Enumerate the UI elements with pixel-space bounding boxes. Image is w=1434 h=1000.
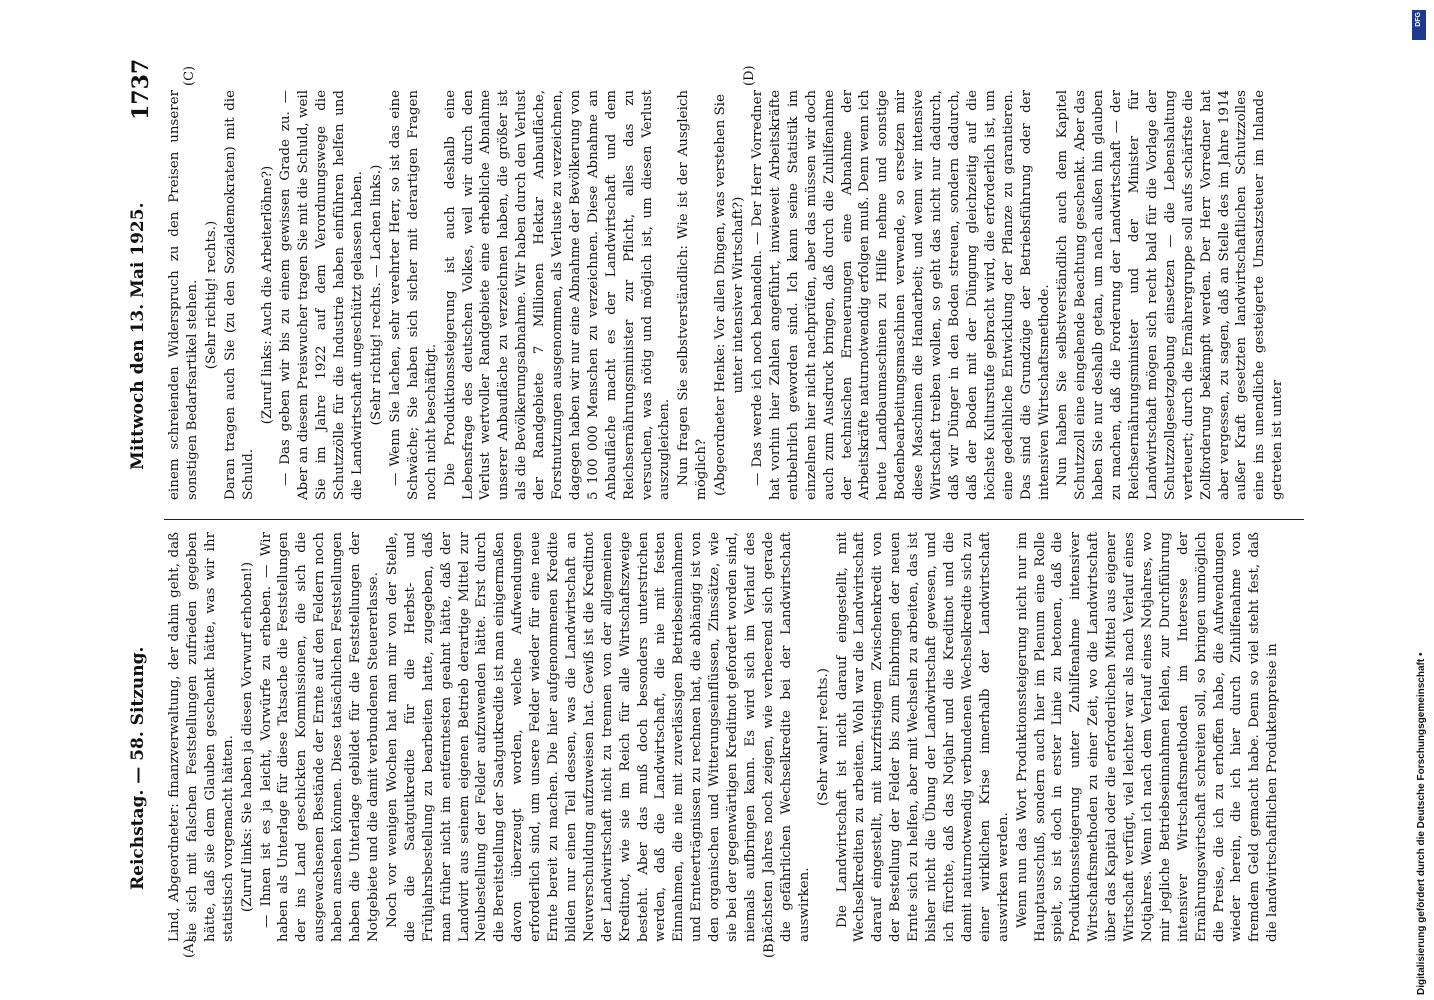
dfg-logo <box>1412 10 1426 40</box>
paragraph: Die Landwirtschaft ist nicht darauf eingestellt, mit Wechselkrediten zu arbeiten. Wohl war die Landwirtschaft darauf eingestellt, mit kurzfristigem Zwischenkredit von der Bestellung der Felder bis zum Einbringen der neuen Ernte sich zu helfen, aber mit Wechseln zu arbeiten, das ist bisher nicht die Übung der Landwirtschaft gewesen, und ich fürchte, daß das Notjahr und die Kreditnot und die damit naturnotwendig verbundenen Wechselkredite sich zu einer wirklichen Krise innerhalb der Landwirtschaft auswirken werden. <box>834 532 1011 942</box>
paragraph: — Das werde ich noch behandeln. — Der Herr Vorredner hat vorhin hier Zahlen angeführt, inwieweit Arbeitskräfte entbehrlich geworden sind. Ich kann seine Statistik im einzelnen hier nicht nachprüfen, aber das müssen wir doch auch zum Ausdruck bringen, daß durch die Zuhilfenahme der technischen Erneuerungen eine Abnahme der Arbeitskräfte naturnotwendig erfolgen muß. Denn wenn ich heute Landbaumaschinen zu Hilfe nehme und sonstige Bodenbearbeitungsmaschinen verwende, so ersetzen mir diese Maschinen die Handarbeit; und wenn wir intensive Wirtschaft treiben wollen, so geht das nicht nur dadurch, daß wir Dünger in den Boden streuen, sondern dadurch, daß der Boden mit der Düngung gleichzeitig auf die höchste Kulturstufe gebracht wird, die erforderlich ist, um eine gedeihliche Entwicklung der Pflanze zu garantieren. Das sind die Grundzüge der Betriebsführung oder der intensiven Wirtschaftsmethode. <box>750 90 1052 500</box>
paragraph: Daran tragen auch Sie (zu den Sozialdemokraten) mit die Schuld. <box>222 90 256 500</box>
paragraph: — Ihnen ist es ja leicht, Vorwürfe zu erheben. — Wir haben als Unterlage für diese Tatsache die Feststellungen der ins Land geschickten Kommissionen, die sich die ausgewachsenen Bestände der Ernte auf den Feldern noch haben ansehen können. Diese tatsächlichen Feststellungen haben die Unterlage gebildet für die Feststellungen der Notgebiete und die damit verbundenen Steuererlasse. <box>258 532 381 942</box>
page-number: 1737 <box>128 58 154 120</box>
paragraph: Noch vor wenigen Wochen hat man mir von der Stelle, die die Saatgutkredite für die Herbst- und Frühjahrsbestellung zu bearbeiten hatte, zugegeben, daß man früher nicht im entferntesten geahnt hätte, daß der Landwirt aus seinem eigenen Betrieb derartige Mittel zur Neubestellung der Felder aufzuwenden hätte. Erst durch die Bereitstellung der Saatgutkredite ist man einigermaßen davon überzeugt worden, welche Aufwendungen erforderlich sind, um unsere Felder wieder für eine neue Ernte bereit zu machen. Die hier aufgenommenen Kredite bilden nur einen Teil dessen, was die Landwirtschaft an Neuverschuldung aufzuweisen hat. Gewiß ist die Kreditnot der Landwirtschaft nicht zu trennen von der allgemeinen Kreditnot, wie sie im Reich für alle Wirtschaftszweige besteht. Aber das muß doch besonders unterstrichen werden, daß die Landwirtschaft, die nie mit festen Einnahmen, die nie mit zuverlässigen Betriebseinnahmen und Ernteerträgnissen zu rechnen hat, die abhängig ist von den organischen und Witterungseinflüssen, Zinssätze, wie sie bei der gegenwärtigen Kreditnot gefordert worden sind, niemals aufbringen kann. Es wird sich im Verlauf des nächsten Jahres noch zeigen, wie verheerend sich gerade die gefährlichen Wechselkredite bei der Landwirtschaft auswirken. <box>384 532 812 942</box>
page-header <box>122 60 162 960</box>
margin-marker-a: (A) <box>182 938 197 958</box>
paragraph: Lind, Abgeordneter: finanzverwaltung, der dahin geht, daß sie sich mit falschen Feststellungen zufrieden gegeben hätte, daß sie dem Glauben geschenkt hätte, was wir ihr statistisch vorgemacht hätten. <box>167 532 236 942</box>
paragraph: Die Produktionssteigerung ist auch deshalb eine Lebensfrage des deutschen Volkes, weil wir durch den Verlust wertvoller Randgebiete eine erhebliche Abnahme unserer Anbaufläche zu verzeichnen haben, die größer ist als die Bevölkerungsabnahme. Wir haben durch den Verlust der Randgebiete 7 Millionen Hektar Anbaufläche, Forstnutzungen ausgenommen, als Verluste zu verzeichnen, dagegen haben wir nur eine Abnahme der Bevölkerung von 5 100 000 Menschen zu verzeichnen. Diese Abnahme an Anbaufläche macht es der Landwirtschaft und dem Reichsernährungsminister zur Pflicht, alles das zu versuchen, was nötig und möglich ist, um diesen Verlust auszugleichen. <box>442 90 673 500</box>
interjection: (Sehr richtig! rechts.) <box>203 220 219 370</box>
header-date: Mittwoch den 13. Mai 1925. <box>128 202 148 470</box>
paragraph: Nun fragen Sie selbstverständlich: Wie ist der Ausgleich möglich? <box>676 90 710 500</box>
interjection: (Sehr wahr! rechts.) <box>815 668 831 806</box>
margin-marker-d: (D) <box>742 65 757 86</box>
header-left: Reichstag. — 58. Sitzung. <box>128 646 148 890</box>
margin-marker-b: (B) <box>762 938 777 958</box>
paragraph: einem schreienden Widerspruch zu den Preisen unserer sonstigen Bedarfsartikel stehen. <box>167 90 200 500</box>
paragraph: — Das geben wir bis zu einem gewissen Grade zu. — Aber an diesem Preiswucher tragen Sie mit die Schuld, weil Sie im Jahre 1922 auf dem Verordnungswege die Schutzzölle für die Industrie haben einführen helfen und die Landwirtschaft ungeschützt gelassen haben. <box>278 90 366 500</box>
text-column-right <box>166 90 1306 500</box>
paragraph: — Wenn Sie lachen, sehr verehrter Herr, so ist das eine Schwäche; Sie haben sich sicher mit derartigen Fragen noch nicht beschäftigt. <box>387 90 439 500</box>
interjection: (Sehr richtig! rechts. — Lachen links.) <box>368 164 384 426</box>
paragraph: Nun haben Sie selbstverständlich auch dem Kapitel Schutzzoll eine eingehende Beachtung geschenkt. Aber das haben Sie nur deshalb getan, um nach außen hin glauben zu machen, daß die Forderung der Landwirtschaft — der Reichsernährungsminister und der Minister für Landwirtschaft mögen sich recht bald für die Vorlage der Schutzzollgesetzgebung einsetzen — die Lebenshaltung verteuert; durch die Ernährergruppe soll aufs schärfste die Zollforderung bekämpft werden. Der Herr Vorredner hat aber vergessen, zu sagen, daß an Stelle des im Jahre 1914 außer Kraft gesetzten landwirtschaftlichen Schutzzolles eine ins unendliche gesteigerte Umsatzsteuer im Inlande getreten ist unter <box>1055 90 1286 500</box>
interjection: (Zuruf links: Sie haben ja diesen Vorwurf erhoben!) <box>239 561 255 913</box>
paragraph: Wenn nun das Wort Produktionssteigerung nicht nur im Hauptausschuß, sondern auch hier im Plenum eine Rolle spielt, so ist doch in erster Linie zu betonen, daß die Produktionssteigerung unter Zuhilfenahme intensiver Wirtschaftsmethoden zu einer Zeit, wo die Landwirtschaft über das Kapital oder die erforderlichen Mittel aus eigener Wirtschaft verfügt, viel leichter war als nach Verlauf eines Notjahres. Wenn ich nach dem Verlauf eines Notjahres, wo mir jegliche Betriebseinnahmen fehlen, zur Durchführung intensiver Wirtschaftsmethoden im Interesse der Ernährungswirtschaft schreiten soll, so bringen unmöglich die Preise, die ich zu erhoffen habe, die Aufwendungen wieder herein, die ich hier durch Zuhilfenahme von fremdem Geld gemacht habe. Denn so viel steht fest, daß die landwirtschaftlichen Produktenpreise in <box>1014 532 1281 942</box>
text-column-left <box>166 532 1306 942</box>
column-divider <box>164 519 1304 520</box>
digitization-credit: Digitalisierung gefördert durch die Deutsche Forschungsgemeinschaft • <box>1416 652 1427 995</box>
interjection: (Abgeordneter Henke: Vor allen Dingen, was verstehen Sie unter intensiver Wirtschaft?) <box>713 94 747 496</box>
interjection: (Zuruf links: Auch die Arbeiterlöhne?) <box>259 165 275 425</box>
rotated-newspaper-page <box>122 60 1312 960</box>
margin-marker-c: (C) <box>182 65 197 86</box>
dfg-logo-text: DFG <box>1415 12 1422 27</box>
